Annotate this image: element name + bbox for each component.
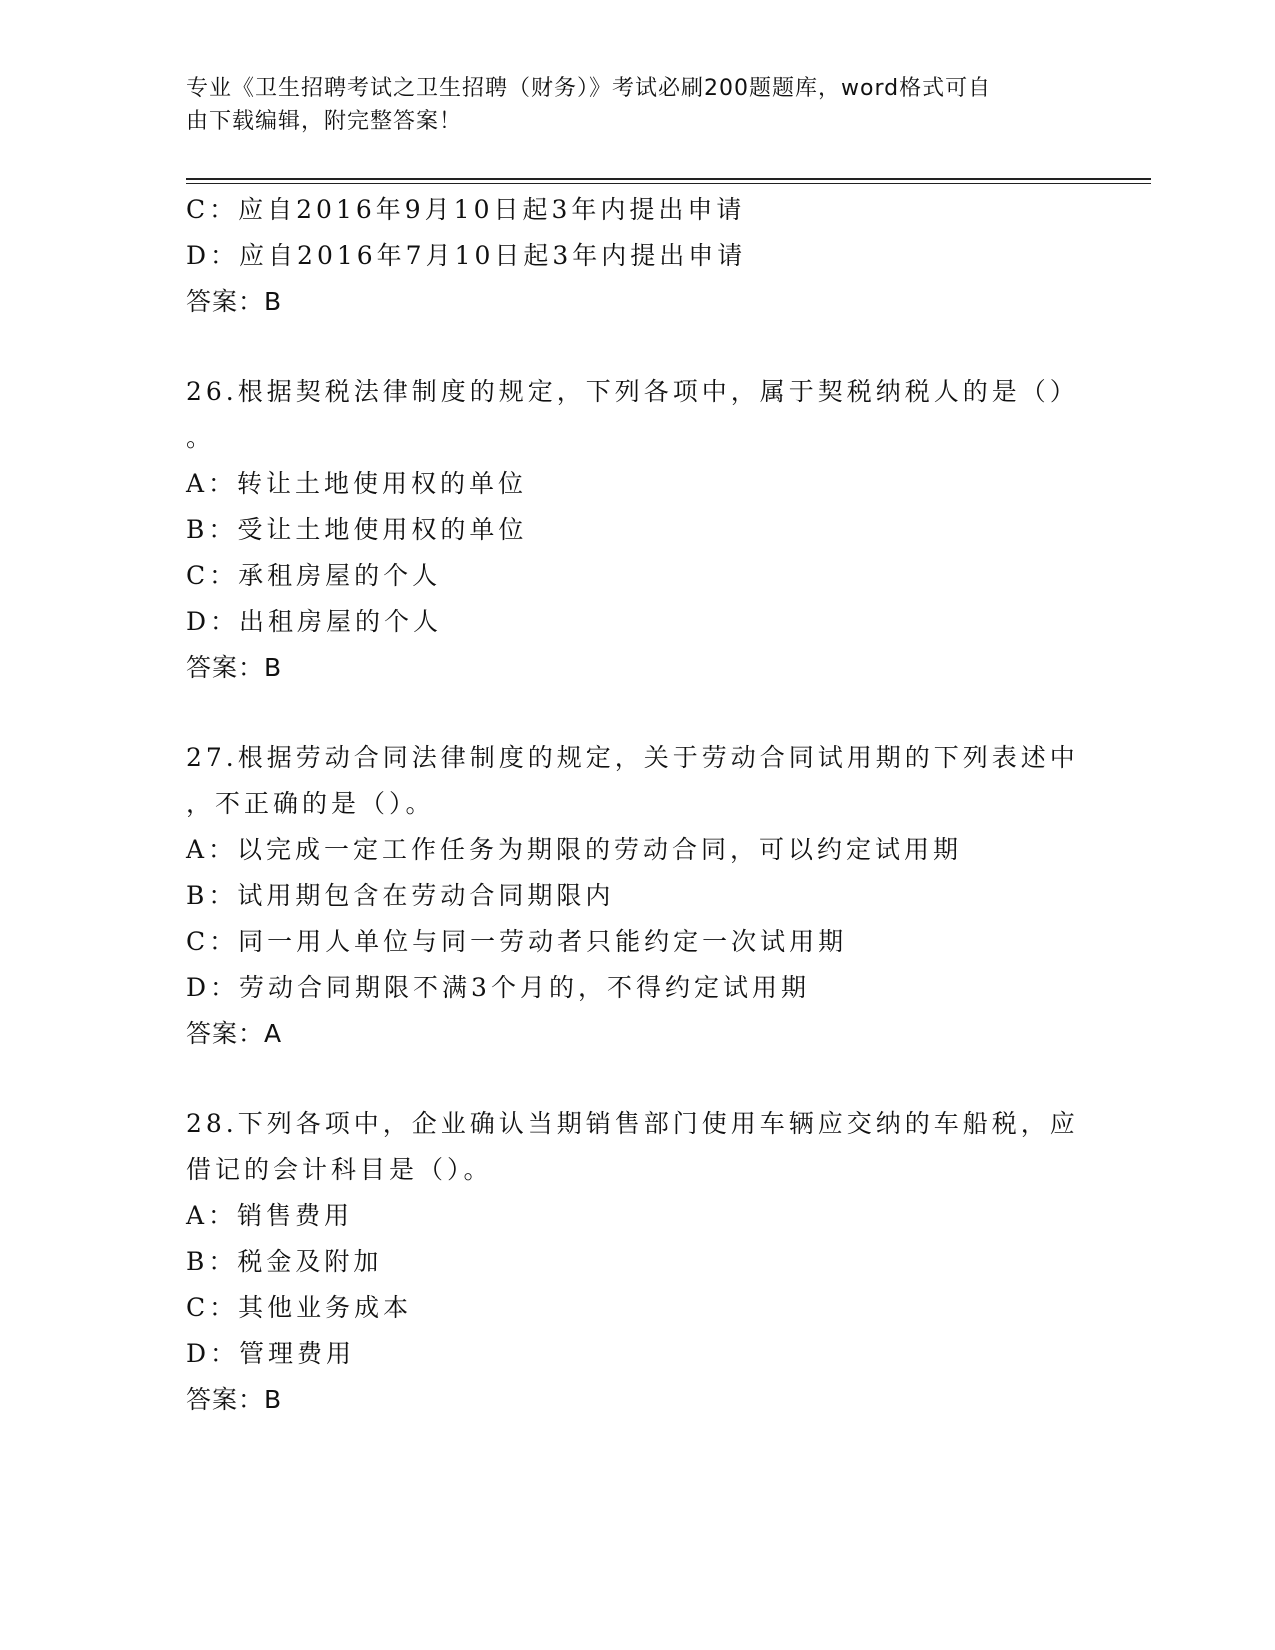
question-25-tail xyxy=(186,187,1086,325)
option-c: C：同一用人单位与同一劳动者只能约定一次试用期 xyxy=(186,927,848,956)
header-rule-thin xyxy=(186,183,1151,184)
option-d: D：管理费用 xyxy=(186,1339,356,1368)
question-stem: 26.根据契税法律制度的规定，下列各项中，属于契税纳税人的是（） xyxy=(186,377,1079,406)
header-line-1: 专业《卫生招聘考试之卫生招聘（财务）》考试必刷200题题库，word格式可自 xyxy=(186,76,992,101)
answer-label: 答案：A xyxy=(186,1019,283,1048)
header-rule-thick xyxy=(186,178,1151,180)
option-a: A：以完成一定工作任务为期限的劳动合同，可以约定试用期 xyxy=(186,835,963,864)
question-stem-continued: 借记的会计科目是（）。 xyxy=(186,1155,493,1184)
option-c: C：其他业务成本 xyxy=(186,1293,413,1322)
option-c: C：应自2016年9月10日起3年内提出申请 xyxy=(186,195,746,224)
header-line-2: 由下载编辑，附完整答案！ xyxy=(186,109,463,134)
option-c: C：承租房屋的个人 xyxy=(186,561,442,590)
answer-label: 答案：B xyxy=(186,1385,283,1414)
option-a: A：销售费用 xyxy=(186,1201,354,1230)
question-28 xyxy=(186,1101,1086,1423)
option-a: A：转让土地使用权的单位 xyxy=(186,469,528,498)
option-d: D：出租房屋的个人 xyxy=(186,607,443,636)
option-d: D：应自2016年7月10日起3年内提出申请 xyxy=(186,241,747,270)
question-stem: 28.下列各项中，企业确认当期销售部门使用车辆应交纳的车船税，应 xyxy=(186,1109,1079,1138)
page-header xyxy=(186,72,1066,138)
option-b: B：受让土地使用权的单位 xyxy=(186,515,528,544)
question-list xyxy=(186,187,1086,1423)
option-b: B：试用期包含在劳动合同期限内 xyxy=(186,881,615,910)
answer-label: 答案：B xyxy=(186,287,283,316)
question-stem: 27.根据劳动合同法律制度的规定，关于劳动合同试用期的下列表述中 xyxy=(186,743,1079,772)
question-stem-continued: 。 xyxy=(186,423,216,452)
option-b: B：税金及附加 xyxy=(186,1247,383,1276)
answer-label: 答案：B xyxy=(186,653,283,682)
question-stem-continued: ，不正确的是（）。 xyxy=(186,789,435,818)
question-26 xyxy=(186,369,1086,691)
question-27 xyxy=(186,735,1086,1057)
option-d: D：劳动合同期限不满3个月的，不得约定试用期 xyxy=(186,973,810,1002)
